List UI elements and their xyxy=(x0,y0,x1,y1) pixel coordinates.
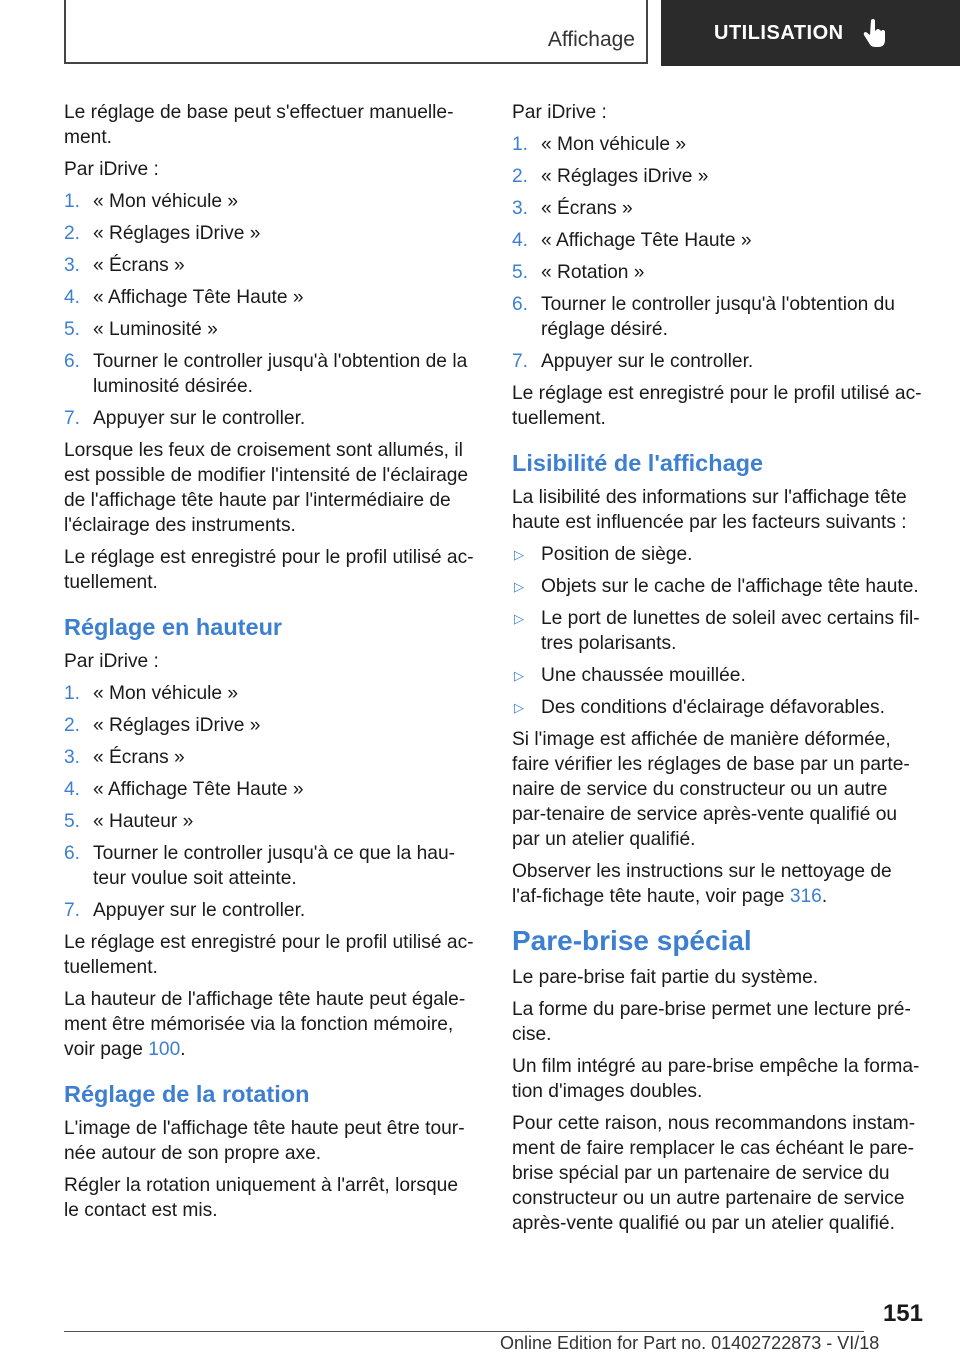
step-number: 5. xyxy=(512,262,529,283)
step-number: 3. xyxy=(64,747,81,768)
step-number: 6. xyxy=(512,294,529,315)
triangle-bullet-icon: ▷ xyxy=(514,579,524,594)
step-text: « Réglages iDrive » xyxy=(93,715,261,736)
list-item xyxy=(512,228,926,253)
chapter-label: UTILISATION xyxy=(714,21,844,44)
list-item xyxy=(512,663,926,688)
page-link-316[interactable]: 316 xyxy=(789,886,822,907)
steps-hauteur xyxy=(64,681,476,923)
paragraph xyxy=(512,859,926,909)
list-item xyxy=(512,349,926,374)
list-item xyxy=(512,164,926,189)
heading-pare-brise: Pare-brise spécial xyxy=(512,925,752,956)
paragraph: Régler la rotation uniquement à l'arrêt, lorsque le contact est mis. xyxy=(64,1175,459,1221)
triangle-bullet-icon: ▷ xyxy=(514,547,524,562)
paragraph: Lorsque les feux de croisement sont allumés, il est possible de modifier l'intensité de l'éclairage de l'affichage tête haute par l'intermédiaire de l'éclairage des instruments. xyxy=(64,440,469,536)
step-number: 7. xyxy=(512,351,529,372)
right-column xyxy=(512,100,926,1243)
step-number: 1. xyxy=(512,134,529,155)
list-item xyxy=(64,253,476,278)
list-item xyxy=(512,695,926,720)
bullet-text: Objets sur le cache de l'affichage tête haute. xyxy=(541,576,919,597)
paragraph: Un film intégré au pare-brise empêche la forma‐tion d'images doubles. xyxy=(512,1056,920,1102)
triangle-bullet-icon: ▷ xyxy=(514,700,524,715)
paragraph: Le pare-brise fait partie du système. xyxy=(512,967,819,988)
step-number: 2. xyxy=(64,715,81,736)
section-title: Affichage xyxy=(547,28,635,51)
step-text: « Mon véhicule » xyxy=(93,683,239,704)
paragraph: Le réglage est enregistré pour le profil utilisé ac‐tuellement. xyxy=(64,932,474,978)
list-item xyxy=(512,606,926,656)
list-item xyxy=(64,898,476,923)
bullet-text: Le port de lunettes de soleil avec certains fil‐tres polarisants. xyxy=(541,608,920,654)
step-number: 6. xyxy=(64,351,81,372)
paragraph: Le réglage est enregistré pour le profil utilisé ac‐tuellement. xyxy=(64,547,474,593)
step-text: Appuyer sur le controller. xyxy=(93,900,306,921)
list-item xyxy=(64,349,476,399)
list-item xyxy=(64,809,476,834)
triangle-bullet-icon: ▷ xyxy=(514,668,524,683)
step-text: Tourner le controller jusqu'à l'obtention du réglage désiré. xyxy=(541,294,895,340)
list-item xyxy=(64,406,476,431)
factors-list xyxy=(512,542,926,720)
chapter-tab[interactable] xyxy=(661,0,960,66)
step-text: « Affichage Tête Haute » xyxy=(93,779,304,800)
paragraph: L'image de l'affichage tête haute peut être tour‐née autour de son propre axe. xyxy=(64,1118,465,1164)
footer-divider xyxy=(64,1331,864,1332)
paragraph: Par iDrive : xyxy=(64,159,159,180)
step-text: « Réglages iDrive » xyxy=(541,166,709,187)
step-text: « Écrans » xyxy=(93,747,185,768)
paragraph: Le réglage est enregistré pour le profil utilisé ac‐tuellement. xyxy=(512,383,922,429)
list-item xyxy=(64,189,476,214)
page-number: 151 xyxy=(882,1300,923,1327)
step-text: Tourner le controller jusqu'à ce que la hau‐teur voulue soit atteinte. xyxy=(93,843,456,889)
list-item xyxy=(64,777,476,802)
list-item xyxy=(64,745,476,770)
list-item xyxy=(512,292,926,342)
paragraph-end: . xyxy=(180,1039,186,1060)
list-item xyxy=(64,285,476,310)
step-text: « Luminosité » xyxy=(93,319,218,340)
step-number: 7. xyxy=(64,900,81,921)
steps-rotation xyxy=(512,132,926,374)
step-text: « Rotation » xyxy=(541,262,645,283)
step-number: 4. xyxy=(64,287,81,308)
list-item xyxy=(64,317,476,342)
list-item xyxy=(512,574,926,599)
list-item xyxy=(512,132,926,157)
step-number: 2. xyxy=(512,166,529,187)
step-text: « Mon véhicule » xyxy=(93,191,239,212)
step-number: 5. xyxy=(64,811,81,832)
paragraph-text: La hauteur de l'affichage tête haute peut égale‐ment être mémorisée via la fonction mémoire, voir page xyxy=(64,989,466,1060)
list-item xyxy=(512,196,926,221)
step-text: « Hauteur » xyxy=(93,811,194,832)
step-text: « Affichage Tête Haute » xyxy=(93,287,304,308)
heading-reglage-rotation: Réglage de la rotation xyxy=(64,1081,310,1107)
paragraph-text: Observer les instructions sur le nettoyage de l'af‐fichage tête haute, voir page xyxy=(512,861,892,907)
paragraph: La lisibilité des informations sur l'affichage tête haute est influencée par les facteurs suivants : xyxy=(512,487,907,533)
step-number: 4. xyxy=(512,230,529,251)
list-item xyxy=(512,542,926,567)
step-text: Appuyer sur le controller. xyxy=(541,351,754,372)
step-number: 6. xyxy=(64,843,81,864)
footer-edition: Online Edition for Part no. 01402722873 - VI/18 xyxy=(500,1333,880,1353)
paragraph xyxy=(64,987,476,1062)
step-text: « Affichage Tête Haute » xyxy=(541,230,752,251)
step-text: Tourner le controller jusqu'à l'obtention de la luminosité désirée. xyxy=(93,351,468,397)
step-number: 4. xyxy=(64,779,81,800)
list-item xyxy=(64,681,476,706)
step-number: 3. xyxy=(64,255,81,276)
list-item xyxy=(64,221,476,246)
step-text: « Réglages iDrive » xyxy=(93,223,261,244)
paragraph: Si l'image est affichée de manière déformée, faire vérifier les réglages de base par un parte‐naire de service du constructeur ou un autre par‐tenaire de service après-vente qualifié ou par un atelier qualifié. xyxy=(512,729,910,850)
step-number: 5. xyxy=(64,319,81,340)
heading-reglage-hauteur: Réglage en hauteur xyxy=(64,614,283,640)
step-number: 3. xyxy=(512,198,529,219)
paragraph-end: . xyxy=(821,886,828,907)
steps-luminosite xyxy=(64,189,476,431)
bullet-text: Position de siège. xyxy=(541,544,693,565)
list-item xyxy=(512,260,926,285)
paragraph: Le réglage de base peut s'effectuer manuelle‐ment. xyxy=(64,102,454,148)
step-number: 7. xyxy=(64,408,81,429)
paragraph: La forme du pare-brise permet une lecture pré‐cise. xyxy=(512,999,911,1045)
page-link-100[interactable]: 100 xyxy=(148,1039,181,1060)
paragraph: Pour cette raison, nous recommandons instam‐ment de faire remplacer le cas échéant le pare-brise spécial par un partenaire de service du constructeur ou un autre partenaire de service après-vente qualifié ou par un atelier qualifié. xyxy=(512,1113,916,1234)
left-column xyxy=(64,100,476,1230)
step-text: « Écrans » xyxy=(541,198,633,219)
bullet-text: Des conditions d'éclairage défavorables. xyxy=(541,697,885,718)
step-text: « Mon véhicule » xyxy=(541,134,687,155)
step-text: Appuyer sur le controller. xyxy=(93,408,306,429)
heading-lisibilite: Lisibilité de l'affichage xyxy=(512,450,764,476)
hand-pointer-icon xyxy=(862,18,888,48)
bullet-text: Une chaussée mouillée. xyxy=(541,665,746,686)
paragraph: Par iDrive : xyxy=(64,651,159,672)
list-item xyxy=(64,713,476,738)
triangle-bullet-icon: ▷ xyxy=(514,611,524,626)
step-text: « Écrans » xyxy=(93,255,185,276)
step-number: 1. xyxy=(64,191,81,212)
paragraph: Par iDrive : xyxy=(512,102,607,123)
step-number: 1. xyxy=(64,683,81,704)
list-item xyxy=(64,841,476,891)
step-number: 2. xyxy=(64,223,81,244)
